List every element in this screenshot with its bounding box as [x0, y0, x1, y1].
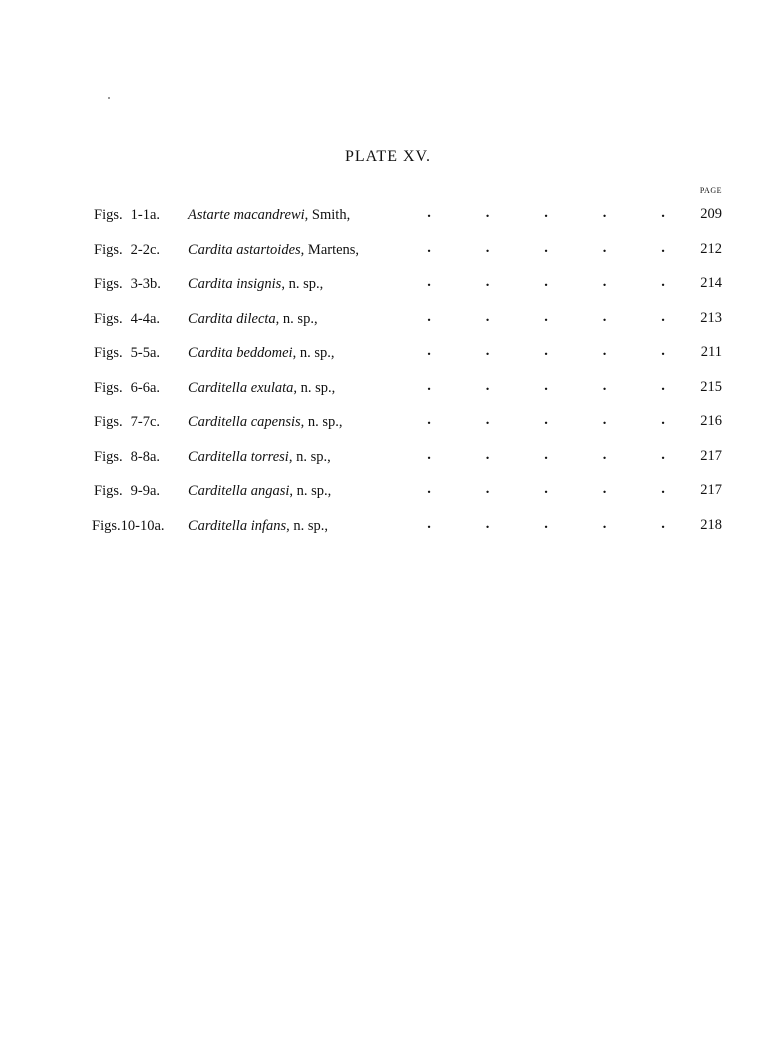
figs-label: Figs. [94, 448, 123, 465]
species-name: Cardita insignis [188, 276, 282, 292]
page-number: 214 [700, 275, 722, 291]
species-author: , n. sp., [289, 483, 332, 499]
species-entry [188, 276, 323, 293]
figs-label: Figs. [92, 517, 121, 534]
species-name: Cardita beddomei [188, 345, 293, 361]
figure-row [0, 271, 776, 306]
species-name: Carditella infans [188, 517, 287, 534]
page-number: 212 [700, 240, 722, 257]
figure-ref [94, 380, 160, 397]
figure-row [0, 444, 776, 479]
figure-row [0, 513, 776, 548]
figure-row [0, 375, 776, 410]
figure-ref [94, 414, 160, 431]
figure-ref [94, 345, 160, 362]
figure-numbers: 9-9a. [130, 483, 161, 499]
species-name: Cardita astartoides [188, 241, 301, 258]
figure-row [0, 237, 776, 272]
page-column-header: PAGE [699, 186, 722, 195]
species-entry [188, 207, 350, 224]
species-entry [188, 242, 359, 259]
page-number: 215 [700, 378, 722, 395]
page-number: 217 [700, 447, 722, 464]
species-author: , n. sp., [281, 276, 324, 292]
figure-ref [94, 449, 160, 466]
figs-label: Figs. [94, 379, 123, 396]
leader-dots: . . . . . [427, 377, 665, 394]
figure-numbers: 2-2c. [130, 241, 161, 258]
page-number: 209 [700, 206, 722, 222]
figs-label: Figs. [94, 345, 123, 361]
figure-numbers: 5-5a. [130, 345, 161, 361]
figure-numbers: 6-6a. [130, 379, 161, 396]
species-entry [188, 380, 335, 397]
species-author: , n. sp., [286, 517, 329, 534]
figs-label: Figs. [94, 241, 123, 258]
figure-numbers: 10-10a. [120, 517, 165, 534]
species-author: , Martens, [300, 241, 360, 258]
species-entry [188, 483, 331, 500]
leader-dots: . . . . . [427, 205, 665, 221]
figure-ref [92, 518, 165, 535]
figs-label: Figs. [94, 310, 123, 327]
figure-numbers: 4-4a. [130, 310, 161, 327]
figure-numbers: 3-3b. [130, 276, 161, 292]
figure-numbers: 1-1a. [130, 207, 161, 223]
figs-label: Figs. [94, 276, 123, 292]
figure-ref [94, 311, 160, 328]
species-entry [188, 345, 335, 362]
species-author: , Smith, [304, 207, 351, 223]
species-entry [188, 518, 328, 535]
species-author: , n. sp., [275, 310, 318, 327]
species-author: , n. sp., [292, 345, 335, 361]
figs-label: Figs. [94, 483, 123, 499]
species-entry [188, 311, 318, 328]
leader-dots: . . . . . [427, 308, 665, 325]
species-author: , n. sp., [293, 379, 336, 396]
figure-ref [94, 242, 160, 259]
leader-dots: . . . . . [427, 515, 665, 532]
figs-label: Figs. [94, 414, 123, 430]
leader-dots: . . . . . [427, 274, 665, 290]
leader-dots: . . . . . [427, 412, 665, 428]
leader-dots: . . . . . [427, 446, 665, 463]
species-name: Cardita dilecta [188, 310, 276, 327]
species-author: , n. sp., [300, 414, 343, 430]
leader-dots: . . . . . [427, 481, 665, 497]
page-number: 216 [700, 413, 722, 429]
species-entry [188, 414, 343, 431]
figure-numbers: 8-8a. [130, 448, 161, 465]
figure-row [0, 340, 776, 375]
leader-dots: . . . . . [427, 343, 665, 359]
figure-row [0, 202, 776, 237]
species-name: Carditella angasi [188, 483, 290, 499]
species-name: Astarte macandrewi [188, 207, 305, 223]
page-number: 213 [700, 309, 722, 326]
figure-row [0, 478, 776, 513]
page-speck [108, 97, 110, 99]
species-name: Carditella capensis [188, 414, 301, 430]
figure-ref [94, 483, 160, 500]
species-entry [188, 449, 331, 466]
species-name: Carditella exulata [188, 379, 294, 396]
page-number: 217 [700, 482, 722, 498]
species-author: , n. sp., [288, 448, 331, 465]
species-name: Carditella torresi [188, 448, 289, 465]
page-number: 211 [700, 344, 722, 360]
figure-row [0, 409, 776, 444]
figure-numbers: 7-7c. [130, 414, 161, 430]
page-number: 218 [700, 516, 722, 533]
figs-label: Figs. [94, 207, 123, 223]
plate-figure-list [0, 202, 776, 547]
leader-dots: . . . . . [427, 239, 665, 256]
figure-ref [94, 207, 160, 224]
figure-row [0, 306, 776, 341]
figure-ref [94, 276, 161, 293]
plate-title: PLATE XV. [344, 148, 432, 165]
